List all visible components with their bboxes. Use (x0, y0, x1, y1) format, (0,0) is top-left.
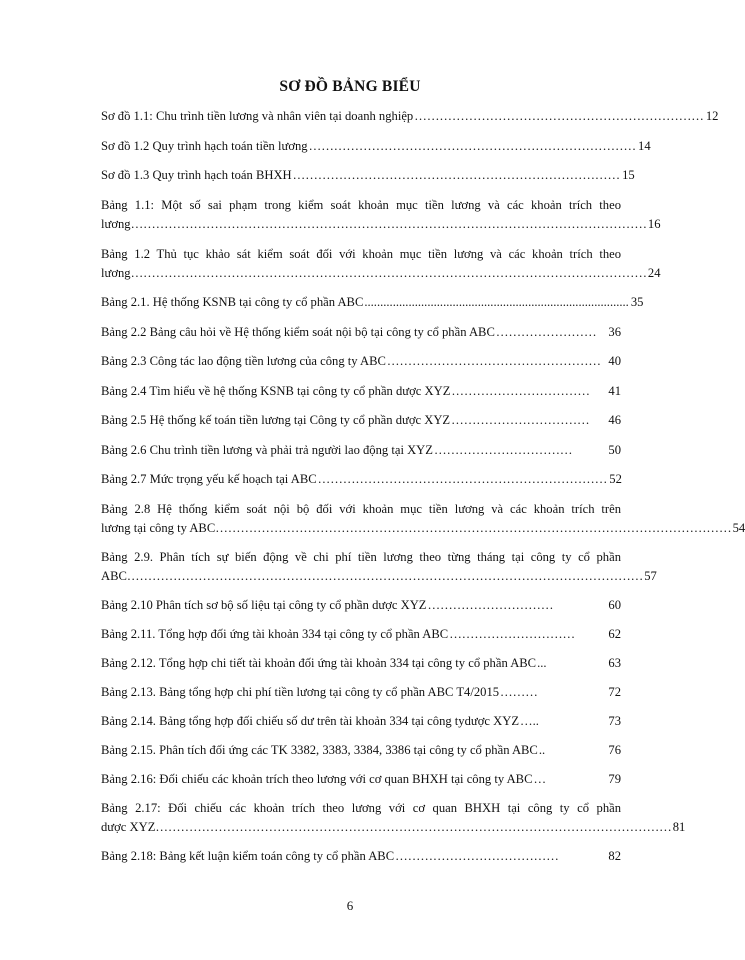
toc-entry (101, 847, 621, 866)
toc-entry-page: 50 (608, 443, 621, 457)
toc-entry-label: Bảng 2.18: Bảng kết luận kiểm toán công ty cổ phần ABC (101, 849, 395, 863)
toc-entry (101, 683, 621, 702)
toc-entry-label-line1: Bảng 1.2 Thủ tục khảo sát kiểm soát đối với khoản mục tiền lương và các khoản trích theo (101, 247, 621, 261)
toc-entry-label-line1: Bảng 2.9. Phân tích sự biến động về chi phí tiền lương theo từng tháng tại công ty cổ phần (101, 550, 621, 564)
toc-entry-label: Bảng 2.2 Bảng câu hỏi về Hệ thống kiểm soát nội bộ tại công ty cổ phần ABC (101, 325, 495, 339)
dot-leader: .. (538, 743, 546, 757)
toc-entry (101, 196, 661, 234)
toc-entry (101, 382, 621, 401)
toc-entry-label-line1: Bảng 2.8 Hệ thống kiểm soát nội bộ đối với khoản mục tiền lương và các khoản trích trên (101, 502, 621, 516)
toc-entry (101, 293, 644, 312)
dot-leader: …………………………………………………………………………………………………………… (130, 217, 647, 231)
toc-entry-label: Sơ đồ 1.3 Quy trình hạch toán BHXH (101, 168, 292, 182)
dot-leader: …………………………………………………………………………………………………………… (130, 266, 647, 280)
toc-entry-page: 81 (672, 820, 686, 834)
toc-entry-page: 14 (638, 139, 651, 153)
toc-entry-page: 62 (608, 627, 621, 641)
toc-entry (101, 500, 745, 538)
toc-entry-line2 (101, 519, 745, 538)
toc-entry-page: 36 (608, 325, 621, 339)
toc-entry (101, 596, 621, 615)
toc-entry-label: Bảng 2.11. Tổng hợp đối ứng tài khoản 334 tại công ty cổ phần ABC (101, 627, 449, 641)
toc-entry (101, 654, 621, 673)
toc-entry-page: 16 (647, 217, 661, 231)
toc-entry-page: 72 (608, 685, 621, 699)
dot-leader: …………………… (495, 325, 597, 339)
toc-entry-label: Bảng 2.7 Mức trọng yếu kế hoạch tại ABC (101, 472, 317, 486)
toc-entry (101, 323, 621, 342)
toc-entry-label-line1: Bảng 2.17: Đối chiếu các khoản trích theo lương với cơ quan BHXH tại công ty cổ phần (101, 801, 621, 815)
dot-leader: …………………………… (433, 443, 573, 457)
toc-entry-label: Bảng 2.4 Tìm hiểu về hệ thống KSNB tại công ty cổ phần dược XYZ (101, 384, 451, 398)
toc-entry-label: Bảng 2.16: Đối chiếu các khoản trích theo lương với cơ quan BHXH tại công ty ABC (101, 772, 533, 786)
dot-leader: …………………………………………………………… (317, 472, 608, 486)
toc-entry-page: 63 (608, 656, 621, 670)
toc-entry-label: Bảng 2.6 Chu trình tiền lương và phải trả người lao động tại XYZ (101, 443, 433, 457)
toc-entry-page: 57 (644, 569, 657, 583)
toc-entry-label-line2: ABC (101, 569, 127, 583)
toc-entry (101, 741, 621, 760)
page-number: 6 (346, 898, 354, 913)
toc-entry-page: 41 (608, 384, 621, 398)
toc-entry (101, 441, 621, 460)
toc-entry-label-line2: lương (101, 266, 131, 280)
dot-leader: …………………………………………………………………………………………………………… (126, 569, 644, 583)
toc-entry-page: 73 (608, 714, 621, 728)
toc-entry-page: 40 (608, 354, 621, 368)
toc-entry-page: 54 (732, 521, 745, 535)
toc-entry-page: 46 (608, 413, 621, 427)
toc-entry-label: Bảng 2.12. Tổng hợp chi tiết tài khoản đối ứng tài khoản 334 tại công ty cổ phần ABC (101, 656, 537, 670)
toc-entry (101, 411, 621, 430)
toc-entry-page: 52 (609, 472, 622, 486)
dot-leader: ………………………… (449, 627, 576, 641)
dot-leader: ……… (500, 685, 538, 699)
dot-leader: …………………………………………………………………………………………………………… (155, 820, 672, 834)
toc-entry-label: Bảng 2.5 Hệ thống kế toán tiền lương tại Công ty cổ phần dược XYZ (101, 413, 451, 427)
dot-leader: …………………………… (451, 384, 590, 398)
toc-entry-page: 35 (630, 295, 644, 309)
dot-leader: ... (537, 656, 547, 670)
toc-entry-page: 60 (608, 598, 621, 612)
dot-leader: …………………………………………………………………… (308, 139, 637, 153)
toc-entry-label-line2: lương tại công ty ABC (101, 521, 216, 535)
toc-entry-page: 12 (705, 109, 719, 123)
toc-entry-label: Sơ đồ 1.2 Quy trình hạch toán tiền lương (101, 139, 308, 153)
toc-entry (101, 352, 621, 371)
dot-leader: ….. (520, 714, 539, 728)
toc-entry (101, 625, 621, 644)
dot-leader: .................................................................................... (364, 295, 629, 309)
dot-leader: … (533, 772, 547, 786)
toc-entry-label: Bảng 2.14. Bảng tổng hợp đối chiếu số dư trên tài khoản 334 tại công tydược XYZ (101, 714, 520, 728)
toc-entry-page: 76 (608, 743, 621, 757)
toc-entry (101, 137, 651, 156)
toc-entry-label: Bảng 2.10 Phân tích sơ bộ số liệu tại công ty cổ phần dược XYZ (101, 598, 427, 612)
toc-entry (101, 245, 661, 283)
toc-entry-label-line2: dược XYZ (101, 820, 156, 834)
toc-entry-line2 (101, 215, 661, 234)
toc-entry-label: Bảng 2.1. Hệ thống KSNB tại công ty cổ phần ABC (101, 295, 364, 309)
toc-entry-page: 79 (608, 772, 621, 786)
toc-entry-line2 (101, 567, 657, 586)
toc-entry-label: Bảng 2.3 Công tác lao động tiền lương của công ty ABC (101, 354, 386, 368)
toc-entry (101, 799, 686, 837)
dot-leader: …………………………… (451, 413, 590, 427)
toc-entry-label-line1: Bảng 1.1: Một số sai phạm trong kiểm soát khoản mục tiền lương và các khoản trích theo (101, 198, 621, 212)
dot-leader: ………………………………… (395, 849, 559, 863)
dot-leader: …………………………………………………………… (414, 109, 704, 123)
toc-entry-page: 15 (622, 168, 635, 182)
toc-entry-line2 (101, 818, 686, 837)
dot-leader: …………………………………………………………………… (292, 168, 621, 182)
toc-entry-line2 (101, 264, 661, 283)
toc-entry-label: Bảng 2.15. Phân tích đối ứng các TK 3382, 3383, 3384, 3386 tại công ty cổ phần ABC (101, 743, 538, 757)
dot-leader: …………………………………………… (386, 354, 602, 368)
toc-entry (101, 712, 621, 731)
toc-entry (101, 770, 621, 789)
dot-leader: …………………………………………………………………………………………………………… (215, 521, 732, 535)
toc-entry-label: Sơ đồ 1.1: Chu trình tiền lương và nhân viên tại doanh nghiệp (101, 109, 414, 123)
toc-entry-label-line2: lương (101, 217, 131, 231)
toc-entry-label: Bảng 2.13. Bảng tổng hợp chi phí tiền lương tại công ty cổ phần ABC T4/2015 (101, 685, 500, 699)
toc-entry (101, 548, 657, 586)
toc-entry-page: 24 (647, 266, 661, 280)
toc-entry (101, 470, 621, 489)
toc-entry (101, 107, 719, 126)
toc-entry (101, 166, 635, 185)
dot-leader: ………………………… (427, 598, 554, 612)
page-title: SƠ ĐỒ BẢNG BIỂU (279, 78, 421, 95)
toc-entry-page: 82 (608, 849, 621, 863)
